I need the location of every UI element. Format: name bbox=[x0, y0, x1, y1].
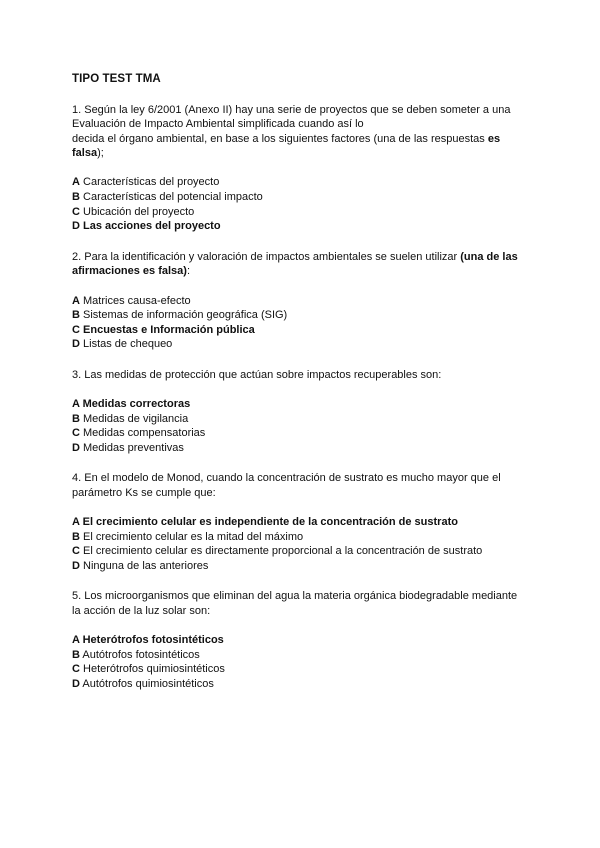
option-letter: B bbox=[72, 309, 80, 322]
option-letter: C bbox=[72, 205, 80, 218]
question-4-stem-line-2: parámetro Ks se cumple que: bbox=[72, 486, 216, 499]
question-4-option-d bbox=[72, 559, 532, 574]
question-2 bbox=[72, 250, 532, 352]
question-1-option-d bbox=[72, 219, 532, 234]
option-text: Medidas de vigilancia bbox=[83, 412, 189, 425]
question-2-stem bbox=[72, 250, 532, 279]
question-2-stem-bold-1: (una de las bbox=[460, 250, 518, 263]
option-text: Medidas preventivas bbox=[83, 441, 184, 454]
document-title: TIPO TEST TMA bbox=[72, 73, 161, 85]
question-1-stem-tail: ); bbox=[97, 147, 104, 160]
question-5 bbox=[72, 589, 532, 691]
question-3-option-a bbox=[72, 397, 532, 412]
question-3-stem: 3. Las medidas de protección que actúan sobre impactos recuperables son: bbox=[72, 368, 442, 381]
option-text: Medidas compensatorias bbox=[83, 427, 206, 440]
option-letter: A bbox=[72, 634, 80, 647]
question-3-option-b bbox=[72, 412, 532, 427]
option-letter: C bbox=[72, 663, 80, 676]
option-text: Características del proyecto bbox=[83, 176, 220, 189]
option-letter: C bbox=[72, 427, 80, 440]
option-letter: A bbox=[72, 398, 80, 410]
option-text: El crecimiento celular es la mitad del máximo bbox=[83, 530, 304, 543]
option-letter: C bbox=[72, 545, 80, 558]
option-text: El crecimiento celular es directamente proporcional a la concentración de sustrato bbox=[83, 545, 483, 558]
question-2-stem-tail: : bbox=[186, 265, 191, 278]
option-text: Las acciones del proyecto bbox=[83, 220, 221, 233]
question-1 bbox=[72, 103, 532, 234]
option-letter: D bbox=[72, 220, 80, 233]
question-1-stem-line-3 bbox=[72, 132, 532, 147]
option-letter: B bbox=[72, 648, 80, 661]
document-page bbox=[72, 72, 532, 708]
question-5-option-c bbox=[72, 662, 532, 677]
option-text: Características del potencial impacto bbox=[83, 191, 263, 204]
option-text: Ninguna de las anteriores bbox=[83, 559, 209, 572]
option-text: Autótrofos quimiosintéticos bbox=[82, 677, 214, 690]
question-3 bbox=[72, 368, 532, 455]
question-4-stem-line-1: 4. En el modelo de Monod, cuando la concentración de sustrato es mucho mayor que el bbox=[72, 472, 501, 485]
question-2-stem-text: 2. Para la identificación y valoración de impactos ambientales se suelen utilizar bbox=[72, 250, 461, 263]
option-text: Medidas correctoras bbox=[82, 398, 191, 410]
option-letter: A bbox=[72, 176, 80, 189]
option-letter: B bbox=[72, 530, 80, 543]
question-5-stem-line-2: la acción de la luz solar son: bbox=[72, 605, 211, 618]
option-text: Heterótrofos quimiosintéticos bbox=[83, 663, 225, 676]
question-1-stem-bold-1: es bbox=[487, 132, 501, 145]
option-letter: D bbox=[72, 441, 80, 454]
question-4 bbox=[72, 471, 532, 573]
option-letter: D bbox=[72, 559, 80, 572]
question-1-stem bbox=[72, 103, 532, 161]
question-5-stem bbox=[72, 589, 532, 618]
question-4-stem bbox=[72, 471, 532, 500]
option-text: Sistemas de información geográfica (SIG) bbox=[83, 309, 288, 322]
option-letter: B bbox=[72, 191, 80, 204]
question-1-stem-line-1: 1. Según la ley 6/2001 (Anexo II) hay una serie de proyectos que se deben someter a una bbox=[72, 103, 511, 116]
option-letter: A bbox=[72, 294, 80, 307]
question-2-option-c bbox=[72, 323, 532, 338]
question-1-stem-line-3-text: decida el órgano ambiental, en base a los siguientes factores (una de las respuestas bbox=[72, 132, 488, 145]
question-2-option-a bbox=[72, 294, 532, 309]
question-3-option-c bbox=[72, 426, 532, 441]
question-4-option-c bbox=[72, 544, 532, 559]
question-1-stem-line-2: Evaluación de Impacto Ambiental simplificada cuando así lo bbox=[72, 118, 364, 131]
question-4-option-b bbox=[72, 530, 532, 545]
option-letter: B bbox=[72, 412, 80, 425]
question-5-option-a bbox=[72, 633, 532, 648]
question-4-option-a bbox=[72, 515, 532, 530]
question-2-option-d bbox=[72, 337, 532, 352]
question-2-stem-bold-2: afirmaciones es falsa) bbox=[72, 265, 187, 278]
option-text: Heterótrofos fotosintéticos bbox=[82, 634, 224, 647]
question-5-stem-line-1: 5. Los microorganismos que eliminan del agua la materia orgánica biodegradable mediante bbox=[72, 590, 518, 603]
option-letter: D bbox=[72, 338, 80, 351]
question-1-option-b bbox=[72, 190, 532, 205]
option-text: Ubicación del proyecto bbox=[83, 205, 195, 218]
question-1-option-c bbox=[72, 205, 532, 220]
question-5-option-d bbox=[72, 677, 532, 692]
option-text: El crecimiento celular es independiente de la concentración de sustrato bbox=[82, 516, 458, 529]
question-1-option-a bbox=[72, 175, 532, 190]
option-text: Listas de chequeo bbox=[83, 338, 173, 351]
option-letter: C bbox=[72, 323, 80, 336]
question-2-stem-line-2 bbox=[72, 264, 532, 279]
question-1-stem-line-4 bbox=[72, 146, 532, 161]
question-1-stem-bold-2: falsa bbox=[72, 147, 98, 160]
option-letter: A bbox=[72, 516, 80, 529]
option-text: Matrices causa-efecto bbox=[83, 294, 191, 307]
option-text: Encuestas e Información pública bbox=[83, 323, 255, 336]
question-2-option-b bbox=[72, 308, 532, 323]
option-text: Autótrofos fotosintéticos bbox=[82, 648, 200, 661]
question-3-option-d bbox=[72, 441, 532, 456]
option-letter: D bbox=[72, 677, 80, 690]
question-2-stem-line-1 bbox=[72, 250, 532, 265]
question-5-option-b bbox=[72, 648, 532, 663]
